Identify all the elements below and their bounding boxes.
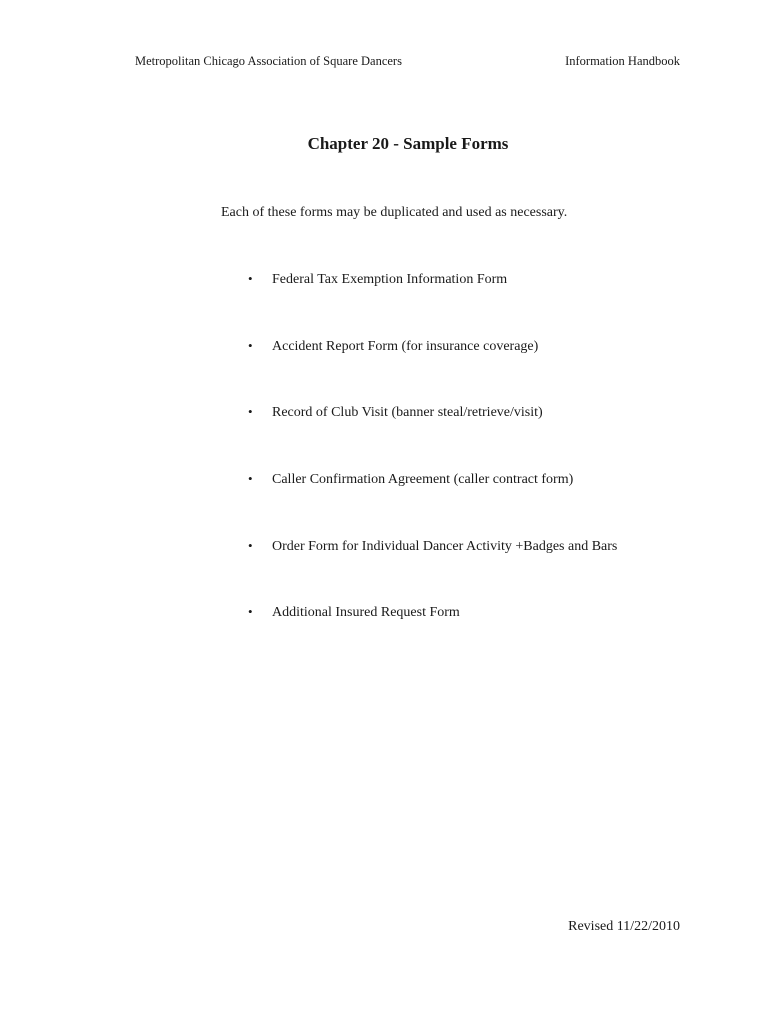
- bullet-icon: •: [248, 538, 253, 553]
- form-name: Caller Confirmation Agreement (caller contract form): [272, 472, 574, 487]
- form-name: Order Form for Individual Dancer Activity +Badges and Bars: [272, 539, 618, 554]
- list-item: [248, 538, 617, 555]
- form-name: Record of Club Visit (banner steal/retrieve/visit): [272, 405, 543, 420]
- list-item: [248, 338, 538, 355]
- header-document-title: Information Handbook: [565, 54, 680, 68]
- bullet-icon: •: [248, 471, 253, 486]
- bullet-icon: •: [248, 338, 253, 353]
- bullet-icon: •: [248, 271, 253, 286]
- list-item: [248, 404, 543, 421]
- form-name: Additional Insured Request Form: [272, 605, 460, 620]
- header-organization: Metropolitan Chicago Association of Square Dancers: [135, 54, 402, 68]
- list-item: [248, 271, 507, 288]
- list-item: [248, 471, 573, 488]
- chapter-title: Chapter 20 - Sample Forms: [307, 134, 509, 153]
- form-name: Federal Tax Exemption Information Form: [272, 272, 508, 287]
- revision-date: Revised 11/22/2010: [568, 919, 680, 934]
- intro-text: Each of these forms may be duplicated and used as necessary.: [221, 205, 568, 220]
- form-name: Accident Report Form (for insurance coverage): [272, 339, 539, 354]
- bullet-icon: •: [248, 604, 253, 619]
- list-item: [248, 604, 460, 621]
- bullet-icon: •: [248, 404, 253, 419]
